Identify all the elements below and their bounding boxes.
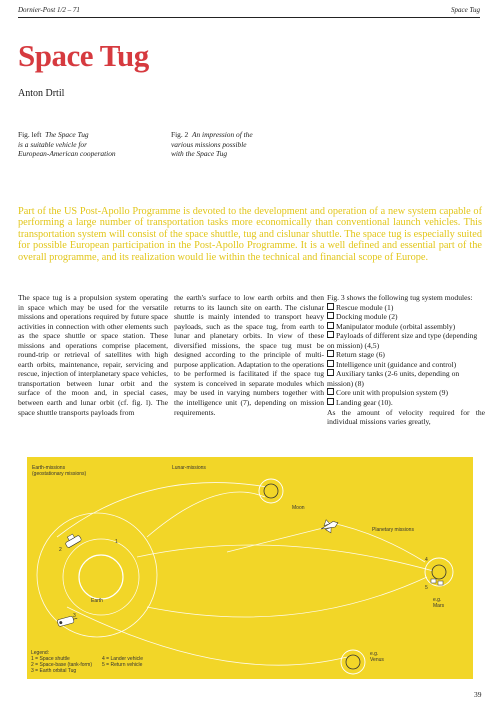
caption-fig-left-line: is a suitable vehicle for (18, 139, 87, 149)
caption-fig-2-line: An impression of the (191, 130, 253, 139)
mars-return-path (147, 577, 427, 617)
label-number-4: 4 (425, 557, 428, 563)
caption-fig-left (18, 130, 116, 159)
checkbox-icon (327, 331, 334, 338)
label-number-5: 5 (425, 585, 428, 591)
header-rule (18, 17, 480, 18)
page-number: 39 (474, 690, 482, 699)
checkbox-icon (327, 303, 334, 310)
label-planetary-missions: Planetary missions (372, 527, 414, 533)
label-venus-eg: e.g. (370, 651, 379, 657)
legend-item: 4 = Lander vehicle (102, 656, 144, 662)
lunar-transfer-path-2 (147, 492, 265, 537)
label-moon: Moon (292, 505, 305, 511)
intro-paragraph: Part of the US Post-Apollo Programme is devoted to the development and operation of a new system capable of performing a large number of transportation tasks more economically than conventional launch vehicles. This transportation system will consist of the space shuttle, tug and cislunar shuttle. The space tug is especially suited for possible European participation in the Post-Apollo Programme. It is a well defined and essential part of the overall programme, and its realization would lie within the technical and financial scope of Europe. (18, 206, 482, 263)
module-list-item: Intelligence unit (guidance and control) (327, 360, 485, 370)
label-earth-missions-sub: (geostationary missions) (32, 471, 87, 477)
module-list-item: Core unit with propulsion system (9) (327, 388, 485, 398)
body-column-1 (18, 293, 168, 417)
earth-icon (79, 555, 123, 599)
module-list-item: Return stage (6) (327, 350, 485, 360)
moon-icon (264, 484, 278, 498)
module-list (327, 303, 485, 408)
body-column-3-intro: Fig. 3 shows the following tug system modules: (327, 293, 473, 302)
checkbox-icon (327, 312, 334, 319)
module-list-item: Rescue module (1) (327, 303, 485, 313)
label-lunar-missions: Lunar-missions (172, 465, 206, 471)
mission-diagram (27, 457, 473, 679)
label-number-1: 1 (115, 539, 118, 545)
module-list-item: Auxiliary tanks (2-6 units, depending on mission) (8) (327, 369, 460, 388)
mars-icon (432, 565, 446, 579)
legend-item: 1 = Space shuttle (31, 656, 70, 662)
header-left: Dornier-Post 1/2 – 71 (18, 6, 80, 14)
checkbox-icon (327, 398, 334, 405)
space-shuttle-icon (319, 516, 341, 535)
return-vehicle-icon (438, 581, 443, 585)
article-title: Space Tug (18, 38, 149, 73)
label-mars: Mars (433, 603, 445, 609)
body-column-2-text: the earth's surface to low earth orbits and then returns to its launch site on earth. The cislunar shuttle is mainly intended to transport heavy payloads, such as the space tug, from earth to lunar and planetary orbits. In view of these diversified missions, the space tug must be designed according to the principle of multi-purpose application. Adaptation to the operations to be performed is facilitated if the space tug system is conceived in separate modules which may be used in varying numbers together with the intelligence unit (7), depending on mission requirements. (174, 293, 324, 417)
checkbox-icon (327, 350, 334, 357)
body-column-2 (174, 293, 324, 417)
diagram-legend (31, 650, 143, 674)
body-column-1-text: The space tug is a propulsion system operating in space which may be used for the versatile missions and operations required by future space activities in connection with other elements such as the space shuttle or space station. These missions and operations comprise placement, round-trip or retrieval of satellites with high earth orbits, maintenance, repair, servicing and rescue, injection of interplanetary space vehicles, transportation between lunar orbit and the surface of the moon and, in special cases, between earth and lunar orbit (cf. fig. l). The space shuttle transports payloads from (18, 293, 168, 417)
label-number-3: 3 (73, 613, 76, 619)
module-list-item: Payloads of different size and type (depending on mission) (4,5) (327, 331, 478, 350)
lunar-transfer-path (57, 483, 267, 537)
label-mars-eg: e.g. (433, 597, 442, 603)
caption-fig-2-prefix: Fig. 2 (171, 130, 189, 139)
legend-item: 3 = Earth orbital Tug (31, 668, 77, 674)
checkbox-icon (327, 369, 334, 376)
label-venus: Venus (370, 657, 384, 663)
caption-fig-left-line: European-American cooperation (18, 149, 116, 159)
caption-fig-left-line: The Space Tug (45, 130, 89, 139)
caption-fig-left-prefix: Fig. left (18, 130, 42, 139)
checkbox-icon (327, 322, 334, 329)
body-column-3-outro: As the amount of velocity required for the individual missions varies greatly, (327, 407, 485, 427)
label-number-2: 2 (59, 547, 62, 553)
module-list-item: Manipulator module (orbital assembly) (327, 322, 485, 332)
label-earth: Earth (91, 598, 103, 604)
caption-fig-2 (171, 130, 253, 159)
body-column-3 (327, 293, 485, 427)
label-earth-missions: Earth-missions (32, 465, 66, 471)
legend-item: 2 = Space-base (tank-form) (31, 662, 92, 668)
caption-fig-2-line: various missions possible (171, 139, 247, 149)
checkbox-icon (327, 388, 334, 395)
caption-fig-2-line: with the Space Tug (171, 149, 228, 159)
mission-diagram-svg (27, 457, 473, 679)
venus-icon (346, 655, 360, 669)
mars-transfer-path (137, 545, 437, 572)
module-list-item: Docking module (2) (327, 312, 485, 322)
legend-item: 5 = Return vehicle (102, 662, 143, 668)
lander-vehicle-icon (431, 579, 436, 583)
checkbox-icon (327, 360, 334, 367)
module-list-item: Landing gear (10). (327, 398, 485, 408)
header-right: Space Tug (451, 6, 480, 14)
article-author: Anton Drtil (18, 88, 65, 99)
legend-title: Legend: (31, 650, 50, 656)
